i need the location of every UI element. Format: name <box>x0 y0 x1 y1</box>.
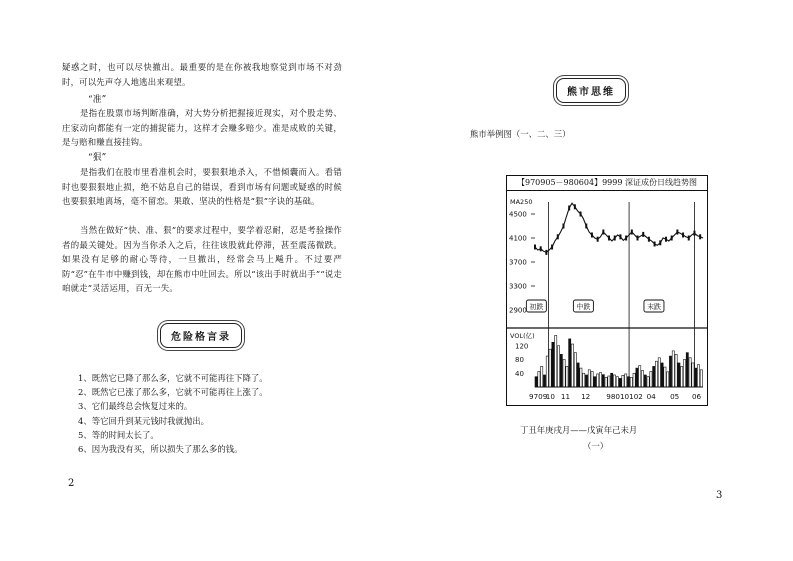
sayings-list <box>78 371 268 456</box>
volume-bar <box>639 366 641 387</box>
volume-bar <box>594 377 596 387</box>
volume-bar <box>641 371 643 388</box>
price-candle <box>545 250 547 255</box>
volume-bar <box>655 361 657 387</box>
volume-bar <box>591 372 593 387</box>
x-tick-label: 06 <box>691 392 702 401</box>
volume-bar <box>563 360 565 388</box>
volume-bar <box>636 368 638 387</box>
volume-bar <box>557 346 559 387</box>
chart-caption-number: （一） <box>583 441 609 451</box>
price-tick-label: 3700 <box>509 258 527 267</box>
price-candle <box>580 212 582 217</box>
list-item: 1、既然它已降了那么多，它就不可能再往下降了。 <box>78 373 268 383</box>
volume-tick-label: 40 <box>515 369 524 378</box>
price-candle <box>693 231 695 236</box>
price-candle <box>568 206 570 211</box>
volume-tick-label: 80 <box>515 356 524 364</box>
price-candle <box>574 204 576 209</box>
volume-bar <box>697 365 699 387</box>
price-candle <box>671 236 673 241</box>
x-tick-label: 98010102 <box>606 392 643 401</box>
chart-caption-dates: 丁丑年庚戌月——戊寅年己未月 <box>520 425 638 435</box>
volume-bar <box>619 378 621 387</box>
volume-bar <box>538 372 540 387</box>
volume-bar <box>611 373 613 387</box>
list-item: 4、等它回升到某元钱时我就抛出。 <box>78 415 209 426</box>
volume-label: VOL(亿) <box>510 332 535 340</box>
volume-bar <box>599 373 601 387</box>
price-series-line <box>535 203 703 252</box>
paragraph-zhun: 是指在股票市场判断准确，对大势分析把握接近现实，对个股走势、庄家动向都能有一定的捕捉能力，这样才会赚多赔少。准是成败的关键，是与赔和赚直接挂钩。 <box>62 108 342 148</box>
volume-bar <box>653 366 655 387</box>
volume-bar <box>672 351 674 387</box>
volume-bar <box>602 375 604 387</box>
volume-bar <box>658 358 660 387</box>
volume-bar <box>535 377 537 387</box>
volume-bar <box>588 370 590 387</box>
price-plot <box>534 203 703 255</box>
price-candle <box>642 232 644 237</box>
price-candle <box>648 237 650 242</box>
volume-bar <box>681 366 683 387</box>
list-item: 2、既然它已涨了那么多，它就不可能再往上涨了。 <box>78 387 268 398</box>
phase-label: 初跌 <box>529 303 544 311</box>
page-number-right: 3 <box>716 490 723 501</box>
volume-plot <box>510 331 703 387</box>
volume-bar <box>608 376 610 387</box>
price-candle <box>625 236 627 241</box>
volume-bar <box>622 375 624 387</box>
volume-bar <box>577 363 579 387</box>
volume-bar <box>549 349 551 387</box>
volume-bar <box>605 377 607 387</box>
price-candle <box>619 234 621 239</box>
phase-label: 末跌 <box>646 303 661 311</box>
list-item: 5、等的时间太长了。 <box>78 429 159 440</box>
chart-title: 【970905－980604】9999 深证成份日线趋势图 <box>507 176 707 191</box>
x-tick-label: 05 <box>670 392 680 401</box>
price-candle <box>602 230 604 235</box>
volume-bar <box>566 366 568 387</box>
volume-bar <box>686 353 688 387</box>
volume-bar <box>585 375 587 387</box>
volume-bar <box>613 375 615 387</box>
bear-market-stamp: 熊市思维 <box>556 78 626 103</box>
price-candle <box>659 240 661 245</box>
volume-bar <box>647 377 649 387</box>
x-tick-label: 11 <box>560 392 571 401</box>
price-candle <box>551 245 553 250</box>
x-tick-label: 12 <box>581 392 591 401</box>
price-tick-label: 3300 <box>509 282 527 291</box>
volume-bar <box>667 372 669 387</box>
paragraph-patience: 当然在做好“快、准、狠”的要求过程中，要学着忍耐，忍是考验操作者的最关键处。因为当你杀入之后，往往该股就此停滞，甚至震荡微跌。如果没有足够的耐心等待，一旦撤出，经常会马上飚升。不过要严防“忍”在牛市中赚到钱，却在熊市中吐回去。所以“该出手时就出手”“说走咱就走”灵活运用，百无一失。 <box>62 225 342 294</box>
x-tick-label: 9709 <box>529 392 548 401</box>
volume-bar <box>555 335 557 387</box>
list-item: 3、它们最终总会恢复过来的。 <box>78 401 193 412</box>
price-tick-label: 4500 <box>509 210 527 219</box>
volume-bar <box>552 342 554 387</box>
volume-bar <box>541 366 543 387</box>
x-axis <box>529 392 702 401</box>
volume-bar <box>627 377 629 387</box>
heading-zhun: “准” <box>88 95 107 105</box>
volume-bar <box>583 373 585 387</box>
chart-svg <box>507 190 707 405</box>
volume-bar <box>625 374 627 387</box>
volume-bar <box>630 377 632 387</box>
price-candle <box>688 236 690 241</box>
volume-bar <box>675 354 677 387</box>
phase-label: 中跌 <box>576 303 591 311</box>
price-candle <box>557 234 559 239</box>
price-candle <box>540 246 542 251</box>
price-candle <box>585 224 587 229</box>
volume-bar <box>689 358 691 387</box>
volume-bar <box>616 377 618 387</box>
page-number-left: 2 <box>68 478 75 489</box>
volume-bar <box>678 363 680 387</box>
price-candle <box>699 234 701 239</box>
price-candle <box>608 236 610 241</box>
price-candle <box>682 233 684 238</box>
price-candle <box>631 230 633 235</box>
price-candle <box>637 236 639 241</box>
price-candle <box>654 242 656 247</box>
volume-bar <box>543 375 545 387</box>
volume-bar <box>644 375 646 387</box>
x-tick-label: 10 <box>545 392 555 401</box>
volume-bar <box>650 372 652 387</box>
volume-bar <box>597 374 599 387</box>
heading-hen: “狠” <box>88 153 107 163</box>
volume-bar <box>574 353 576 387</box>
volume-bar <box>669 356 671 387</box>
price-candle <box>676 230 678 235</box>
volume-bar <box>571 344 573 387</box>
ma-label: MA250 <box>510 198 533 206</box>
price-candle <box>562 224 564 229</box>
price-candle <box>665 237 667 242</box>
volume-bar <box>683 360 685 388</box>
volume-bar <box>546 356 548 387</box>
volume-bar <box>695 368 697 387</box>
list-item: 6、因为我没有买，所以损失了那么多的钱。 <box>78 444 243 455</box>
volume-bar <box>661 363 663 387</box>
volume-bar <box>664 367 666 387</box>
price-tick-label: 4100 <box>509 234 527 243</box>
volume-bar <box>580 368 582 387</box>
price-candle <box>597 237 599 242</box>
volume-tick-label: 120 <box>515 342 529 351</box>
volume-bar <box>569 339 571 387</box>
price-candle <box>614 236 616 241</box>
volume-bar <box>560 354 562 387</box>
volume-bar <box>633 373 635 387</box>
price-candle <box>534 245 536 250</box>
paragraph-continuation: 疑惑之时，也可以尽快撤出。最重要的是在你被我地察觉到市场不对劲时，可以先声夺人地逃出来观望。 <box>62 62 342 87</box>
example-title: 熊市举例图（一、二、三） <box>470 129 571 139</box>
volume-bar <box>700 370 702 387</box>
chart-container <box>506 175 708 406</box>
phase-boxes <box>526 300 664 312</box>
x-tick-label: 04 <box>646 392 656 401</box>
price-candle <box>591 233 593 238</box>
price-tick-label: 2900 <box>509 306 527 315</box>
paragraph-hen: 是指我们在股市里看准机会时，要狠狠地杀入，不惜倾囊而入。看错时也要狠狠地止损，绝不姑息自己的错误，看到市场有问题或疑惑的时候也要狠狠地离场，毫不留恋。果敢、坚决的性格是“狠”字诀的基础。 <box>62 167 342 207</box>
danger-sayings-stamp: 危险格言录 <box>160 323 242 348</box>
volume-bar <box>692 363 694 387</box>
left-page <box>0 0 396 561</box>
